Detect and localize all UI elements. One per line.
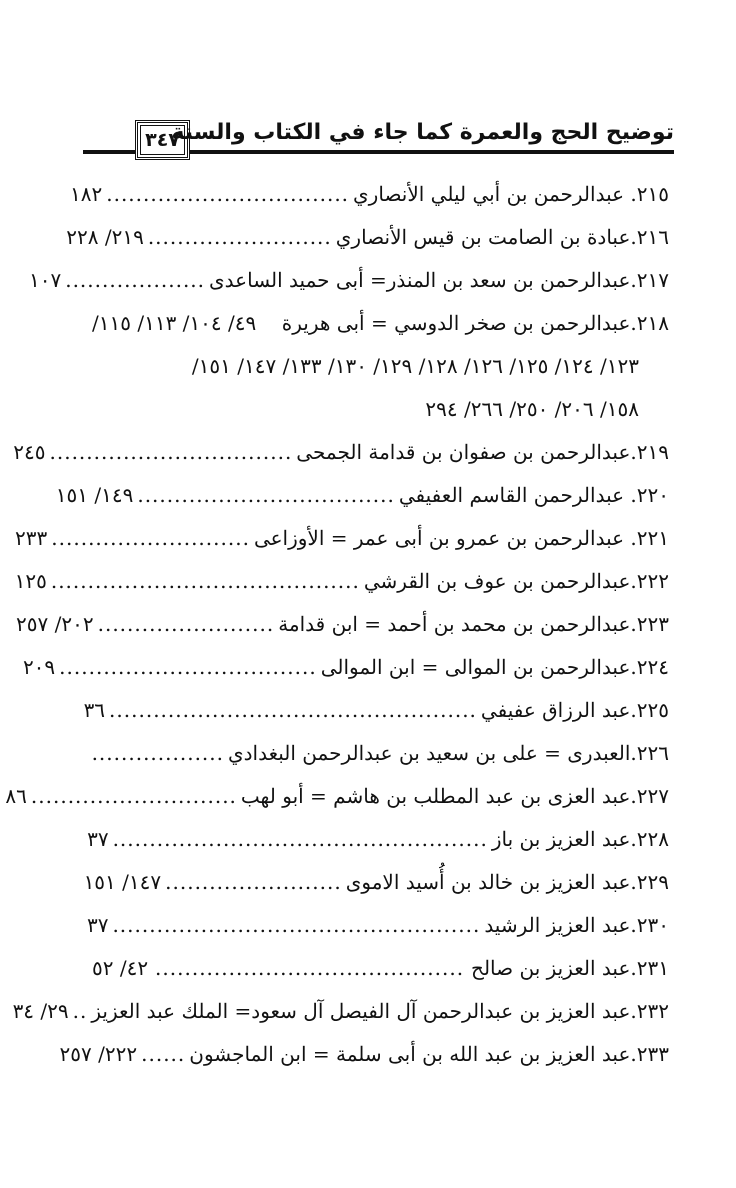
running-title: توضيح الحج والعمرة كما جاء في الكتاب والسنة [171, 120, 674, 145]
header-rule-left [83, 150, 135, 154]
index-entry: ٢٢٥. عبد الرزاق عفيفي .................................................. ٣٦ [83, 697, 669, 722]
index-entry: ٢١٧. عبدالرحمن بن سعد بن المنذر= أبى حميد الساعدى ................... ١٠٧ [28, 267, 669, 292]
index-entry: ٢١٩. عبدالرحمن بن صفوان بن قدامة الجمحى ................................. ٢٤٥ [13, 439, 669, 464]
index-entry: ٢٢٨. عبد العزيز بن باز ................................................... ٣٧ [87, 826, 669, 851]
index-entry: ٢٢٩. عبد العزيز بن خالد بن أُسيد الاموى ........................ ١٤٧/ ١٥١ [83, 869, 669, 894]
index-entry: ٢١٥. عبدالرحمن بن أبي ليلي الأنصاري ................................. ١٨٢ [70, 181, 669, 206]
index-list [5, 172, 669, 1075]
index-entry: ٢٢٢. عبدالرحمن بن عوف بن القرشي .......................................... ١٢٥ [14, 568, 669, 593]
index-entry: ٢٣٠. عبد العزيز الرشيد .................................................. ٣٧ [86, 912, 669, 937]
index-entry: ٢٣٣. عبد العزيز بن عبد الله بن أبى سلمة = ابن الماجشون ...... ٢٢٢/ ٢٥٧ [59, 1041, 669, 1066]
index-entry: ٢٣٢. عبد العزيز بن عبدالرحمن آل الفيصل آل سعود= الملك عبد العزيز .. ٢٩/ ٣٤ [12, 998, 669, 1023]
index-entry: ٢٢٧. عبد العزى بن عبد المطلب بن هاشم = أبو لهب ............................ ٨٦ [5, 783, 669, 808]
index-entry: ٢٢٦. العبدرى = على بن سعيد بن عبدالرحمن البغدادي .................. [91, 740, 669, 765]
index-entry: ٢١٨. عبدالرحمن بن صخر الدوسي = أبى هريرة ٤٩/ ١٠٤/ ١١٣/ ١١٥/ [92, 310, 669, 335]
page-header [0, 100, 736, 170]
index-entry: ٢٢٠. عبدالرحمن القاسم العفيفي ................................... ١٤٩/ ١٥١ [55, 482, 669, 507]
index-entry: ٢١٦. عبادة بن الصامت بن قيس الأنصاري ......................... ٢١٩/ ٢٢٨ [66, 224, 669, 249]
index-entry: ٢٣١. عبد العزيز بن صالح .......................................... ٤٢/ ٥٢ [92, 955, 669, 980]
index-entry: ٢٢١. عبدالرحمن بن عمرو بن أبى عمر = الأوزاعى ........................... ٢٣٣ [15, 525, 669, 550]
index-entry-continuation: ١٢٣/ ١٢٤/ ١٢٥/ ١٢٦/ ١٢٨/ ١٢٩/ ١٣٠/ ١٣٣/ ١٤٧/ ١٥١/ [191, 353, 639, 378]
header-rule-right [190, 150, 674, 154]
index-entry: ٢٢٣. عبدالرحمن بن محمد بن أحمد = ابن قدامة ........................ ٢٠٢/ ٢٥٧ [16, 611, 669, 636]
page-number: ٣٤٧ [145, 129, 180, 151]
page-number-box [135, 120, 190, 160]
index-entry-continuation: ١٥٨/ ٢٠٦/ ٢٥٠/ ٢٦٦/ ٢٩٤ [425, 396, 639, 421]
index-entry: ٢٢٤. عبدالرحمن بن الموالى = ابن الموالى ................................... ٢٠٩ [22, 654, 669, 679]
